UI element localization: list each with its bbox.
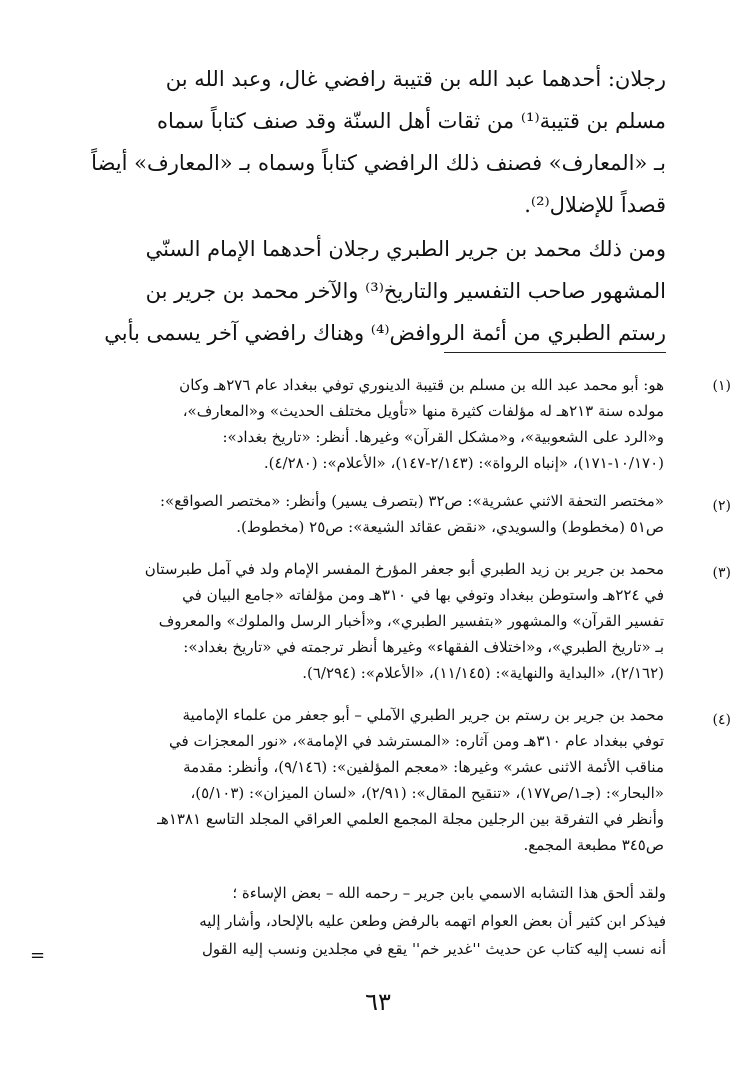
text-line: ومن ذلك محمد بن جرير الطبري رجلان أحدهما الإمام السنّي — [145, 237, 666, 261]
footnote-line: محمد بن جرير بن زيد الطبري أبو جعفر المؤرخ المفسر الإمام ولد في آمل طبرستان — [144, 560, 664, 578]
footnote-line: في ٢٢٤هـ واستوطن ببغداد وتوفي بها في ٣١٠هـ ومن مؤلفاته «جامع البيان في — [182, 586, 664, 604]
footnote-line: بـ «تاريخ الطبري»، و«اختلاف الفقهاء» وغيرها أنظر ترجمته في «تاريخ بغداد»: — [183, 638, 664, 656]
text-line: بـ «المعارف» فصنف ذلك الرافضي كتاباً وسماه بـ «المعارف» أيضاً — [91, 151, 666, 175]
footnote-line: توفي ببغداد عام ٣١٠هـ ومن آثاره: «المسترشد في الإمامة»، «نور المعجزات في — [169, 732, 664, 750]
continuation-mark: = — [30, 945, 46, 966]
footnote-3 — [104, 556, 664, 688]
footnote-line: و«الرد على الشعوبية»، و«مشكل القرآن» وغيرها. أنظر: «تاريخ بغداد»: — [222, 428, 664, 446]
footnote-number: (٣) — [712, 565, 731, 581]
text-line: رستم الطبري من أئمة الروافض⁽⁴⁾ وهناك رافضي آخر يسمى بأبي — [104, 321, 666, 345]
footnote-line: أنه نسب إليه كتاب عن حديث ''غدير خم'' يقع في مجلدين ونسب إليه القول — [201, 940, 666, 958]
footnote-line: (١٠/١٧٠-١٧١)، «إنباه الرواة»: (٢/١٤٣-١٤٧)، «الأعلام»: (٤/٢٨٠). — [263, 454, 664, 472]
text-line: المشهور صاحب التفسير والتاريخ⁽³⁾ والآخر محمد بن جرير بن — [145, 279, 666, 303]
footnote-number: (١) — [712, 378, 731, 394]
footnote-line: مولده سنة ٢١٣هـ له مؤلفات كثيرة منها «تأويل مختلف الحديث» و«المعارف»، — [182, 402, 664, 420]
footnote-number: (٤) — [712, 712, 731, 728]
footnote-line: «مختصر التحفة الاثني عشرية»: ص٣٢ (بتصرف يسير) وأنظر: «مختصر الصواقع»: — [159, 492, 664, 510]
body-paragraph-2 — [91, 228, 666, 354]
footnote-4 — [104, 702, 664, 862]
text-line: مسلم بن قتيبة⁽¹⁾ من ثقات أهل السنّة وقد صنف كتاباً سماه — [156, 109, 666, 133]
text-line: قصداً للإضلال⁽²⁾. — [524, 193, 666, 217]
footnote-continuation — [111, 880, 666, 964]
footnote-line: فيذكر ابن كثير أن بعض العوام اتهمه بالرفض وطعن عليه بالإلحاد، وأشار إليه — [199, 912, 666, 930]
footnote-line: ص٥١ (مخطوط) والسويدي، «نقض عقائد الشيعة»: ص٢٥ (مخطوط). — [236, 518, 664, 536]
footnote-line: وأنظر في التفرقة بين الرجلين مجلة المجمع العلمي العراقي المجلد التاسع ١٣٨١هـ — [156, 810, 664, 828]
footnote-line: هو: أبو محمد عبد الله بن مسلم بن قتيبة الدينوري توفي ببغداد عام ٢٧٦هـ وكان — [179, 376, 664, 394]
body-paragraph-1 — [91, 58, 666, 226]
footnote-line: «البحار»: (جـ١/ص١٧٧)، «تنقيح المقال»: (٢/٩١)، «لسان الميزان»: (٥/١٠٣)، — [190, 784, 664, 802]
footnote-1 — [104, 372, 664, 482]
footnote-line: محمد بن جرير بن رستم بن جرير الطبري الآملي – أبو جعفر من علماء الإمامية — [182, 706, 664, 724]
footnote-line: ولقد ألحق هذا التشابه الاسمي بابن جرير – رحمه الله – بعض الإساءة ؛ — [232, 884, 666, 902]
footnote-line: مناقب الأئمة الاثنى عشر» وغيرها: «معجم المؤلفين»: (٩/١٤٦)، وأنظر: مقدمة — [183, 758, 664, 776]
footnote-line: (٢/١٦٢)، «البداية والنهاية»: (١١/١٤٥)، «الأعلام»: (٦/٢٩٤). — [302, 664, 664, 682]
footnote-separator — [444, 352, 666, 353]
page-number: ٦٣ — [365, 988, 391, 1016]
footnote-number: (٢) — [712, 498, 731, 514]
footnote-line: ص٣٤٥ مطبعة المجمع. — [523, 836, 664, 854]
text-line: رجلان: أحدهما عبد الله بن قتيبة رافضي غال، وعبد الله بن — [165, 67, 666, 91]
footnote-2 — [104, 488, 664, 542]
footnote-line: تفسير القرآن» والمشهور «بتفسير الطبري»، و«أخبار الرسل والملوك» والمعروف — [158, 612, 664, 630]
